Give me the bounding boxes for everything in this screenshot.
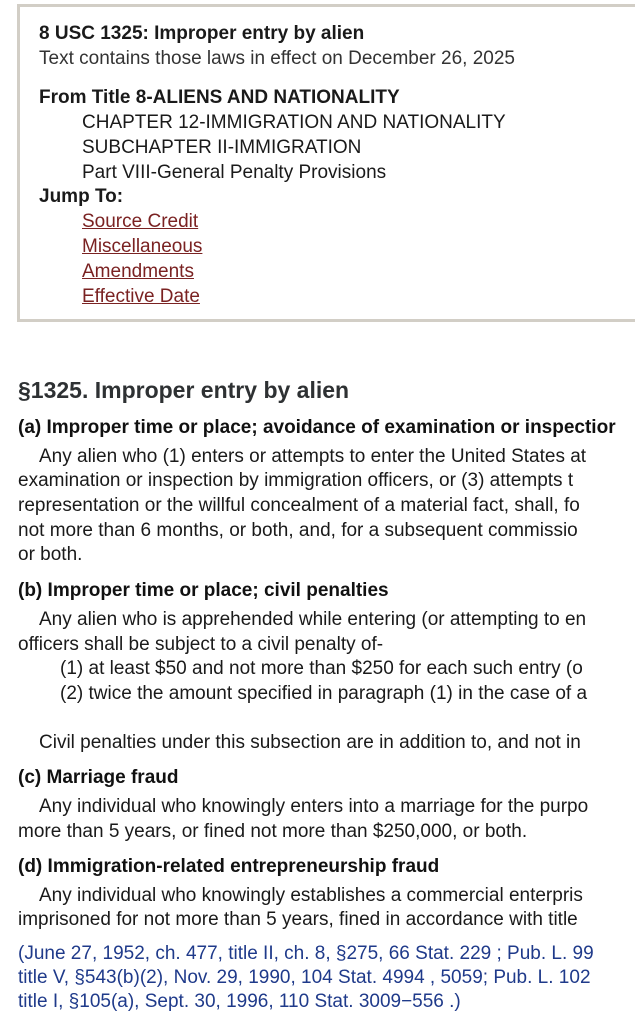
source-credit-line: title V, §543(b)(2), Nov. 29, 1990, 104 Stat. 4994 , 5059; Pub. L. 102 xyxy=(18,967,591,988)
jump-link-amendments[interactable]: Amendments xyxy=(82,261,194,282)
subsection-c-heading: (c) Marriage fraud xyxy=(18,767,179,788)
source-credit-line: (June 27, 1952, ch. 477, title II, ch. 8, §275, 66 Stat. 229 ; Pub. L. 99 xyxy=(18,943,594,964)
subsection-b-note: Civil penalties under this subsection are in addition to, and not in xyxy=(39,732,581,753)
subsection-a-text-line: or both. xyxy=(18,544,83,565)
jump-link-source-credit[interactable]: Source Credit xyxy=(82,211,199,232)
section-heading: §1325. Improper entry by alien xyxy=(18,377,350,403)
subsection-c-text-line: more than 5 years, or fined not more than $250,000, or both. xyxy=(18,821,528,842)
document-title: 8 USC 1325: Improper entry by alien xyxy=(39,23,365,44)
subsection-a-heading: (a) Improper time or place; avoidance of examination or inspectior xyxy=(18,417,616,438)
document-header-box xyxy=(17,4,635,322)
source-credit-line: title I, §105(a), Sept. 30, 1996, 110 Stat. 3009−556 .) xyxy=(18,991,461,1012)
subsection-d-heading: (d) Immigration-related entrepreneurship fraud xyxy=(18,856,440,877)
subsection-b-text-line: officers shall be subject to a civil penalty of- xyxy=(18,634,384,655)
subsection-a-text-line: representation or the willful concealment of a material fact, shall, fo xyxy=(18,495,580,516)
subsection-b-item-1: (1) at least $50 and not more than $250 for each such entry (o xyxy=(60,658,583,679)
effective-date-note: Text contains those laws in effect on December 26, 2025 xyxy=(39,48,515,69)
subsection-a-text-line: not more than 6 months, or both, and, for a subsequent commissio xyxy=(18,520,578,541)
subchapter-heading: SUBCHAPTER II-IMMIGRATION xyxy=(82,137,362,158)
jump-link-effective-date[interactable]: Effective Date xyxy=(82,286,200,307)
subsection-a-text-line: examination or inspection by immigration officers, or (3) attempts t xyxy=(18,470,574,491)
subsection-d-text-line: Any individual who knowingly establishes a commercial enterpris xyxy=(39,885,583,906)
subsection-a-text-line: Any alien who (1) enters or attempts to enter the United States at xyxy=(39,446,587,467)
subsection-d-text-line: imprisoned for not more than 5 years, fined in accordance with title xyxy=(18,909,578,930)
subsection-c-text-line: Any individual who knowingly enters into a marriage for the purpo xyxy=(39,796,589,817)
jump-link-miscellaneous[interactable]: Miscellaneous xyxy=(82,236,203,257)
subsection-b-item-2: (2) twice the amount specified in paragraph (1) in the case of a xyxy=(60,683,588,704)
title-heading: From Title 8-ALIENS AND NATIONALITY xyxy=(39,87,400,108)
subsection-b-heading: (b) Improper time or place; civil penalties xyxy=(18,580,389,601)
part-heading: Part VIII-General Penalty Provisions xyxy=(82,162,387,183)
subsection-b-text-line: Any alien who is apprehended while entering (or attempting to en xyxy=(39,609,587,630)
jump-to-label: Jump To: xyxy=(39,186,124,207)
chapter-heading: CHAPTER 12-IMMIGRATION AND NATIONALITY xyxy=(82,112,506,133)
